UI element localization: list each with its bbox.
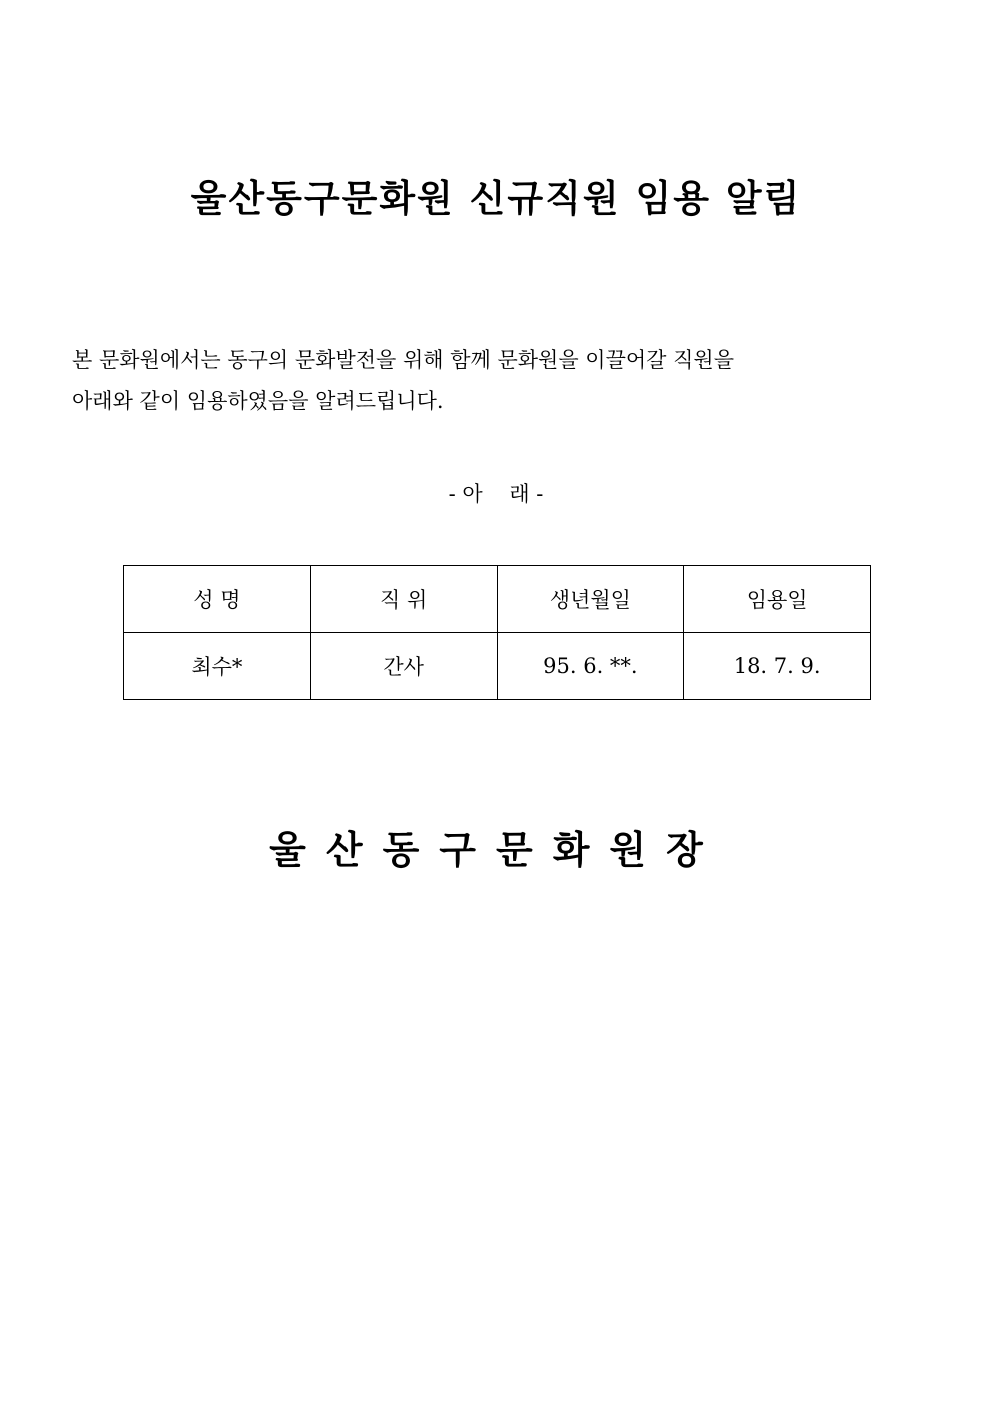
- cell-position: 간사: [310, 633, 497, 700]
- signature: 울산동구문화원장: [269, 827, 723, 872]
- cell-appointment-date: 18. 7. 9.: [684, 633, 871, 700]
- header-birthdate: 생년월일: [497, 566, 684, 633]
- header-position: 직 위: [310, 566, 497, 633]
- cell-name: 최수*: [124, 633, 311, 700]
- table-row: [124, 633, 871, 700]
- appointment-table: [123, 565, 871, 700]
- announcement-body: [72, 340, 924, 422]
- section-label: - 아 래 -: [448, 482, 544, 506]
- header-appointment-date: 임용일: [684, 566, 871, 633]
- body-line-2: 아래와 같이 임용하였음을 알려드립니다.: [72, 389, 444, 413]
- document-title: 울산동구문화원 신규직원 임용 알림: [190, 176, 802, 220]
- cell-birthdate: 95. 6. **.: [497, 633, 684, 700]
- body-line-1: 본 문화원에서는 동구의 문화발전을 위해 함께 문화원을 이끌어갈 직원을: [72, 348, 734, 372]
- header-name: 성 명: [124, 566, 311, 633]
- table-header-row: [124, 566, 871, 633]
